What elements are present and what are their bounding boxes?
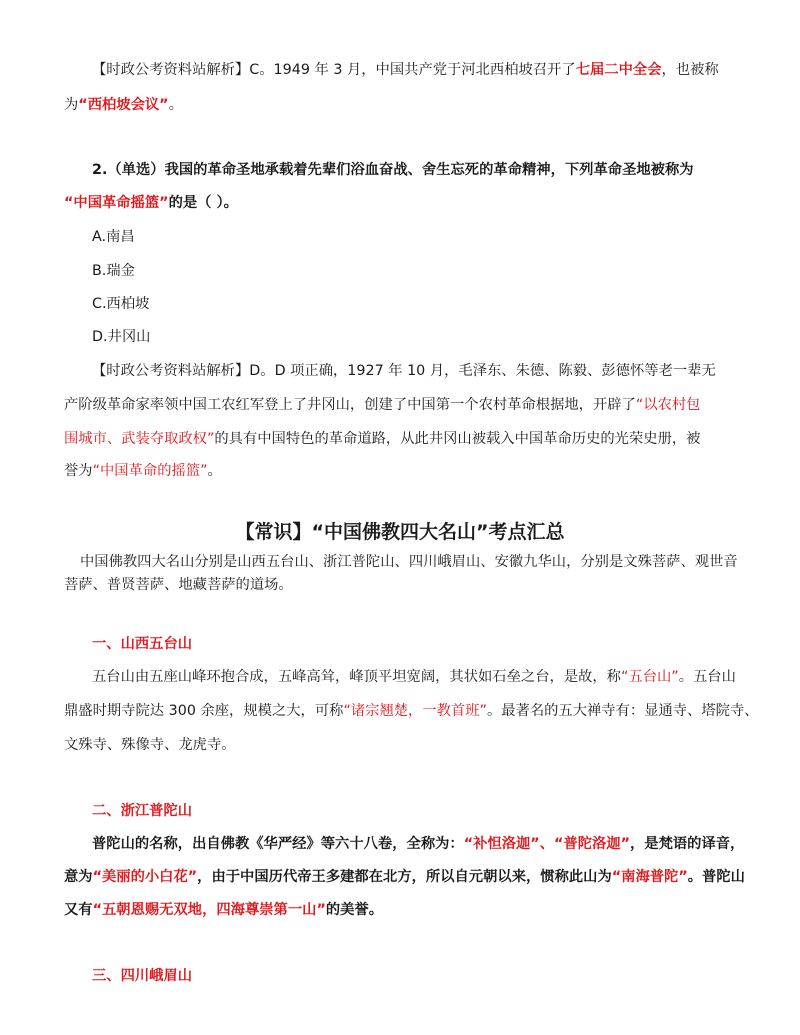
q2-answer-line-1: 【时政公考资料站解析】D。D 项正确，1927 年 10 月，毛泽东、朱德、陈毅、彭德怀等老一辈无 [92,363,716,379]
putuo-text-2: 意为 [64,869,93,885]
wutai-text-2: 鼎盛时期寺院达 300 余座，规模之大，可称 [64,703,344,719]
q2-answer-line-4 [64,461,222,481]
q2-option-c: C.西柏坡 [92,296,150,312]
q1-answer-text-end: ，也被称 [661,62,719,78]
wutai-highlight-praise: “诸宗翘楚，一教首班” [343,703,487,719]
putuo-text-4: 。普陀山 [687,869,745,885]
putuo-text: 普陀山的名称，出自佛教《华严经》等六十八卷，全称为： [92,836,464,852]
q2-option-d: D.井冈山 [92,329,151,345]
q1-highlight-meeting: “西柏坡会议” [78,97,169,113]
q2-highlight-road-start: “以农村包 [635,397,701,413]
q2-answer-line-2 [64,395,700,415]
q2-stem-line-1: 2.（单选）我国的革命圣地承载着先辈们浴血奋战、舍生忘死的革命精神，下列革命圣地被称为 [92,162,694,178]
putuo-highlight-flower: “美丽的小白花” [92,869,198,885]
q2-highlight-road-end: 围城市、武装夺取政权” [64,431,215,447]
q2-answer-text-2: 的具有中国特色的革命道路，从此井冈山被载入中国革命历史的光荣史册，被 [214,431,701,447]
q2-option-a: A.南昌 [92,229,135,245]
q1-answer-line-2 [64,95,183,115]
wutai-heading: 一、山西五台山 [92,636,193,652]
q1-answer-period: 。 [168,97,183,113]
emei-heading: 三、四川峨眉山 [92,968,193,984]
wutai-line-3: 文殊寺、殊像寺、龙虎寺。 [64,737,236,753]
section-intro-line-2: 菩萨、普贤菩萨、地藏菩萨的道场。 [64,577,293,593]
putuo-text-6: 的美誉。 [325,902,384,918]
q1-answer-line-1 [92,60,719,80]
wutai-highlight-name: “五台山” [620,669,679,685]
putuo-text-5: 又有 [64,902,93,918]
wutai-line-1 [92,667,736,687]
q2-answer-text: 产阶级革命家率领中国工农红军登上了井冈山，创建了中国第一个农村革命根据地，开辟了 [64,397,636,413]
putuo-text-3: ，由于中国历代帝王多建都在北方，所以自元朝以来，惯称此山为 [197,869,612,885]
putuo-line-3 [64,900,383,920]
wutai-text: 五台山由五座山峰环抱合成，五峰高耸，峰顶平坦宽阔，其状如石垒之台，是故，称 [92,669,621,685]
q2-stem-end: 的是（ ）。 [168,195,238,211]
putuo-heading: 二、浙江普陀山 [92,803,193,819]
q2-highlight-cradle: “中国革命摇篮” [64,195,169,211]
q2-option-b: B.瑞金 [92,263,135,279]
q1-highlight-session: 七届二中全会 [575,62,662,78]
q2-stem-line-2 [64,193,238,213]
q1-answer-prefix: 为 [64,97,79,113]
q2-answer-line-3 [64,429,700,449]
wutai-text-end: 。五台山 [678,669,736,685]
putuo-highlight-sanskrit: “补怛洛迦”、“普陀洛迦” [463,836,630,852]
q2-answer-prefix: 誉为 [64,463,93,479]
section-intro-line-1: 中国佛教四大名山分别是山西五台山、浙江普陀山、四川峨眉山、安徽九华山，分别是文殊菩萨、观世音 [80,554,738,570]
putuo-line-2 [64,867,745,887]
putuo-line-1 [92,834,744,854]
q1-answer-text: 【时政公考资料站解析】C。1949 年 3 月，中国共产党于河北西柏坡召开了 [92,62,576,78]
putuo-highlight-praise: “五朝恩赐无双地，四海尊崇第一山” [92,902,326,918]
putuo-highlight-nanhai: “南海普陀” [611,869,688,885]
putuo-text-end: ，是梵语的译音， [629,836,745,852]
wutai-line-2 [64,701,759,721]
q2-highlight-cradle-answer: “中国革命的摇篮” [92,463,208,479]
wutai-text-3: 。最著名的五大禅寺有：显通寺、塔院寺、 [486,703,759,719]
section-title: 【常识】“中国佛教四大名山”考点汇总 [235,521,565,543]
q2-answer-period: 。 [207,463,222,479]
